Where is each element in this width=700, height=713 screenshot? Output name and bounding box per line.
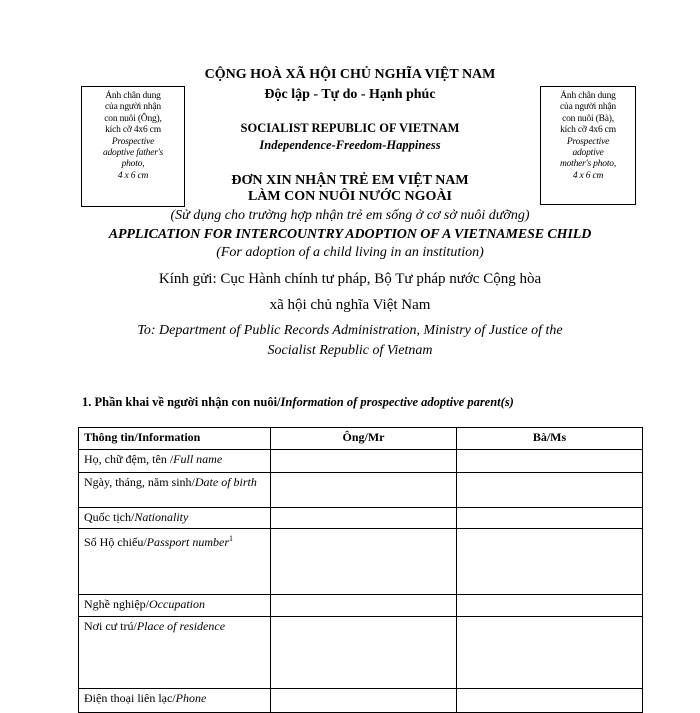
row-label-vi: Nghề nghiệp/ bbox=[84, 597, 149, 611]
column-header-mr: Ông/Mr bbox=[271, 428, 457, 450]
table-row-occupation bbox=[79, 595, 643, 617]
photo-caption-line: mother's photo, bbox=[559, 159, 617, 170]
photo-caption-line: kích cỡ 4x6 cm bbox=[105, 125, 161, 136]
ms-passport-number-cell[interactable] bbox=[457, 529, 643, 595]
photo-caption-line: con nuôi (Ông), bbox=[104, 113, 162, 124]
ms-phone-cell[interactable] bbox=[457, 689, 643, 713]
table-row-date-of-birth bbox=[79, 473, 643, 508]
ms-place-of-residence-cell[interactable] bbox=[457, 617, 643, 689]
form-usage-note-vi: (Sử dụng cho trường hợp nhận trẻ em sống ở cơ sở nuôi dưỡng) bbox=[170, 208, 530, 223]
photo-caption-line: của người nhận bbox=[560, 102, 616, 113]
mr-phone-cell[interactable] bbox=[271, 689, 457, 713]
form-title-en: APPLICATION FOR INTERCOUNTRY ADOPTION OF A VIETNAMESE CHILD bbox=[108, 227, 592, 242]
row-label bbox=[79, 617, 271, 689]
photo-caption-line: Prospective bbox=[111, 136, 155, 147]
row-label-vi: Điện thoại liên lạc/ bbox=[84, 691, 176, 705]
row-label-en: Place of residence bbox=[136, 619, 226, 633]
motto-vi: Độc lập - Tự do - Hạnh phúc bbox=[264, 87, 436, 102]
table-header-row bbox=[79, 428, 643, 450]
photo-caption-line: Ảnh chân dung bbox=[105, 91, 161, 101]
adoptive-parent-info-table bbox=[78, 427, 643, 713]
form-title-vi-line2: LÀM CON NUÔI NƯỚC NGOÀI bbox=[247, 189, 453, 204]
photo-caption-line: 4 x 6 cm bbox=[117, 170, 149, 181]
photo-caption-line: adoptive bbox=[572, 148, 604, 159]
recipient-vi-line2: xã hội chủ nghĩa Việt Nam bbox=[269, 297, 431, 313]
mr-place-of-residence-cell[interactable] bbox=[271, 617, 457, 689]
table-row-full-name bbox=[79, 450, 643, 473]
row-label-vi: Quốc tịch/ bbox=[84, 510, 135, 524]
table-row-passport-number bbox=[79, 529, 643, 595]
column-header-information: Thông tin/Information bbox=[79, 428, 271, 450]
row-label-en: Full name bbox=[173, 452, 223, 466]
mr-date-of-birth-cell[interactable] bbox=[271, 473, 457, 508]
section-1-title-vi: 1. Phần khai về người nhận con nuôi/ bbox=[82, 395, 281, 409]
photo-caption-line: của người nhận bbox=[105, 102, 161, 113]
recipient-en-line1: To: Department of Public Records Administration, Ministry of Justice of the bbox=[137, 323, 563, 338]
photo-caption-line: Prospective bbox=[566, 136, 610, 147]
row-label bbox=[79, 473, 271, 508]
row-label-en: Passport number bbox=[146, 535, 230, 549]
row-label-vi: Nơi cư trú/ bbox=[84, 619, 137, 633]
row-label bbox=[79, 689, 271, 713]
ms-occupation-cell[interactable] bbox=[457, 595, 643, 617]
photo-caption-line: con nuôi (Bà), bbox=[562, 113, 614, 124]
motto-en: Independence-Freedom-Happiness bbox=[259, 138, 441, 152]
photo-caption-line: kích cỡ 4x6 cm bbox=[560, 125, 616, 136]
photo-caption-line: adoptive father's bbox=[102, 148, 164, 159]
section-1-title bbox=[82, 395, 514, 410]
mr-nationality-cell[interactable] bbox=[271, 508, 457, 529]
row-label bbox=[79, 529, 271, 595]
table-row-place-of-residence bbox=[79, 617, 643, 689]
column-header-ms: Bà/Ms bbox=[457, 428, 643, 450]
table-row-nationality bbox=[79, 508, 643, 529]
row-label bbox=[79, 595, 271, 617]
photo-caption-line: photo, bbox=[121, 159, 145, 170]
form-title-vi-line1: ĐƠN XIN NHẬN TRẺ EM VIỆT NAM bbox=[231, 173, 469, 188]
row-label-vi: Số Hộ chiếu/ bbox=[84, 535, 147, 549]
ms-full-name-cell[interactable] bbox=[457, 450, 643, 473]
row-label bbox=[79, 450, 271, 473]
mother-photo-box bbox=[540, 86, 636, 205]
section-1-title-en: Information of prospective adoptive parent(s) bbox=[280, 395, 514, 409]
ms-nationality-cell[interactable] bbox=[457, 508, 643, 529]
mr-full-name-cell[interactable] bbox=[271, 450, 457, 473]
row-label-vi: Họ, chữ đệm, tên / bbox=[84, 452, 174, 466]
mr-occupation-cell[interactable] bbox=[271, 595, 457, 617]
recipient-en-line2: Socialist Republic of Vietnam bbox=[267, 343, 433, 358]
row-label-en: Nationality bbox=[134, 510, 189, 524]
photo-caption-line: Ảnh chân dung bbox=[560, 91, 616, 101]
row-label-en: Phone bbox=[175, 691, 207, 705]
country-name-vi: CỘNG HOÀ XÃ HỘI CHỦ NGHĨA VIỆT NAM bbox=[204, 67, 496, 82]
row-label bbox=[79, 508, 271, 529]
country-name-en: SOCIALIST REPUBLIC OF VIETNAM bbox=[240, 121, 460, 135]
mr-passport-number-cell[interactable] bbox=[271, 529, 457, 595]
recipient-vi-line1: Kính gửi: Cục Hành chính tư pháp, Bộ Tư pháp nước Cộng hòa bbox=[158, 271, 542, 287]
footnote-marker: 1 bbox=[229, 534, 234, 543]
photo-caption-line: 4 x 6 cm bbox=[572, 170, 604, 181]
row-label-en: Date of birth bbox=[194, 475, 257, 489]
row-label-vi: Ngày, tháng, năm sinh/ bbox=[84, 475, 195, 489]
row-label-en: Occupation bbox=[149, 597, 205, 611]
ms-date-of-birth-cell[interactable] bbox=[457, 473, 643, 508]
table-row-phone bbox=[79, 689, 643, 713]
form-usage-note-en: (For adoption of a child living in an institution) bbox=[216, 245, 484, 260]
